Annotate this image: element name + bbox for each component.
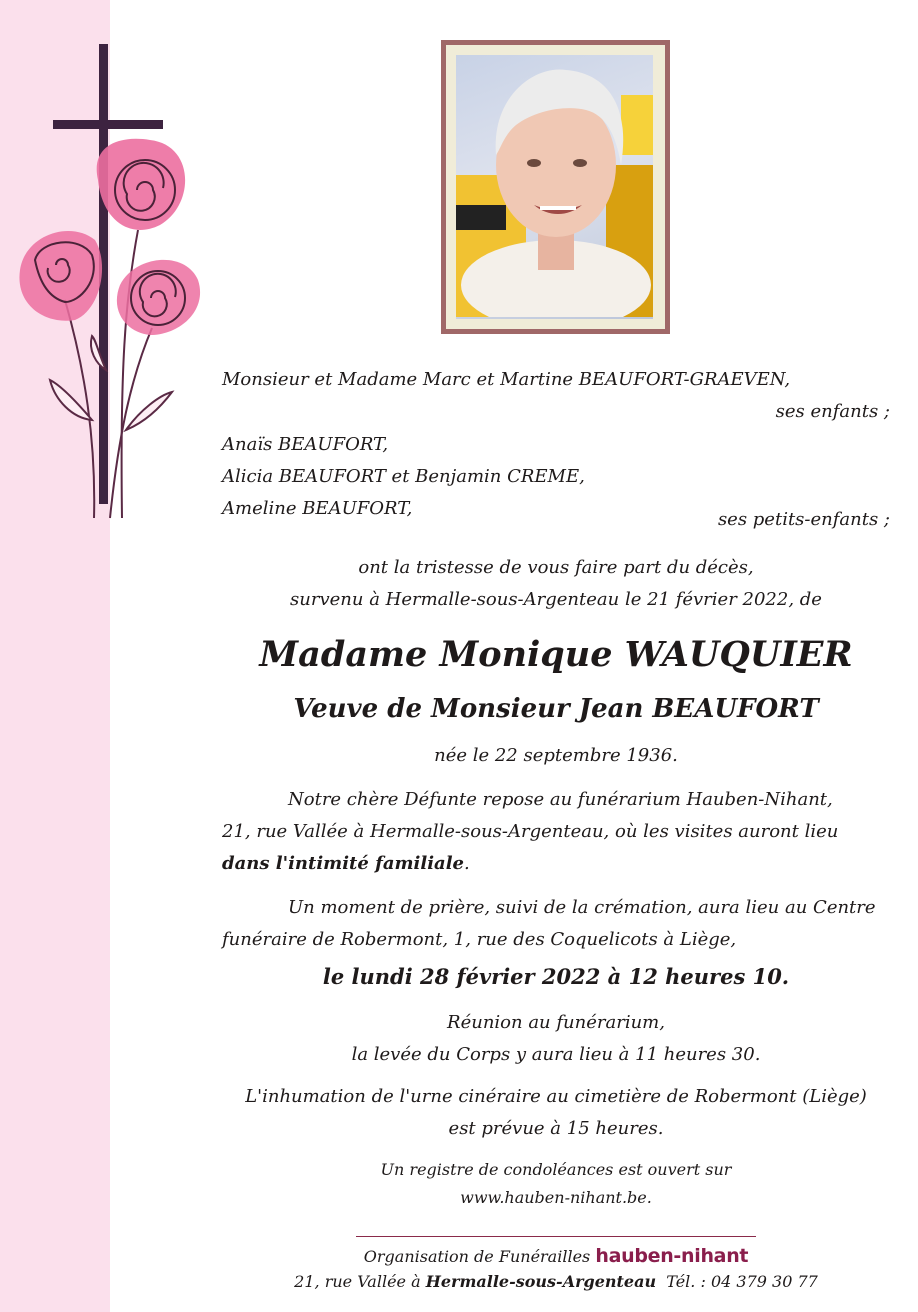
ceremony-line: Un moment de prière, suivi de la crémation, aura lieu au Centre (288, 897, 876, 918)
portrait-photo (456, 55, 653, 319)
repose-line: dans l'intimité familiale. (222, 853, 470, 874)
footer-organisation: Organisation de Funérailles hauben-nihant (363, 1245, 749, 1267)
children-names: Monsieur et Madame Marc et Martine BEAUFORT-GRAEVEN, (222, 369, 791, 390)
ceremony-datetime: le lundi 28 février 2022 à 12 heures 10. (322, 964, 790, 989)
register-url[interactable]: www.hauben-nihant.be. (460, 1188, 652, 1207)
birth-date: née le 22 septembre 1936. (434, 745, 678, 766)
footer-address: 21, rue Vallée à Hermalle-sous-Argenteau Tél. : 04 379 30 77 (294, 1272, 818, 1291)
repose-line: 21, rue Vallée à Hermalle-sous-Argenteau, où les visites auront lieu (222, 821, 839, 842)
burial-line: L'inhumation de l'urne cinéraire au cimetière de Robermont (Liège) (245, 1086, 867, 1107)
photo-mat (446, 45, 665, 329)
intimacy-emphasis: dans l'intimité familiale (222, 853, 464, 874)
footer-divider (356, 1236, 756, 1237)
announcement-line: ont la tristesse de vous faire part du décès, (358, 557, 754, 578)
footer-town: Hermalle-sous-Argenteau (425, 1272, 657, 1291)
grandchild-name: Alicia BEAUFORT et Benjamin CREME, (222, 466, 585, 487)
repose-line: Notre chère Défunte repose au funérarium Hauben-Nihant, (288, 789, 833, 810)
rose-icon (19, 231, 102, 321)
announcement-line: survenu à Hermalle-sous-Argenteau le 21 février 2022, de (290, 589, 822, 610)
ceremony-line: funéraire de Robermont, 1, rue des Coquelicots à Liège, (222, 929, 737, 950)
burial-line: est prévue à 15 heures. (448, 1118, 664, 1139)
register-line: Un registre de condoléances est ouvert sur (380, 1160, 732, 1179)
widow-of: Veuve de Monsieur Jean BEAUFORT (293, 694, 819, 724)
cross-roses-illustration (10, 40, 210, 530)
rose-icon (117, 260, 200, 335)
grandchild-name: Ameline BEAUFORT, (222, 498, 413, 519)
gathering-line: Réunion au funérarium, (447, 1012, 665, 1033)
grandchildren-role: ses petits-enfants ; (717, 509, 890, 530)
deceased-name: Madame Monique WAUQUIER (259, 634, 853, 675)
children-role: ses enfants ; (775, 401, 890, 422)
photo-frame (441, 40, 670, 334)
rose-icon (97, 139, 185, 230)
brand-logo: hauben-nihant (595, 1245, 749, 1267)
gathering-line: la levée du Corps y aura lieu à 11 heures 30. (351, 1044, 761, 1065)
portrait-illustration (456, 55, 653, 317)
grandchild-name: Anaïs BEAUFORT, (222, 434, 389, 455)
footer-phone: Tél. : 04 379 30 77 (666, 1272, 818, 1291)
